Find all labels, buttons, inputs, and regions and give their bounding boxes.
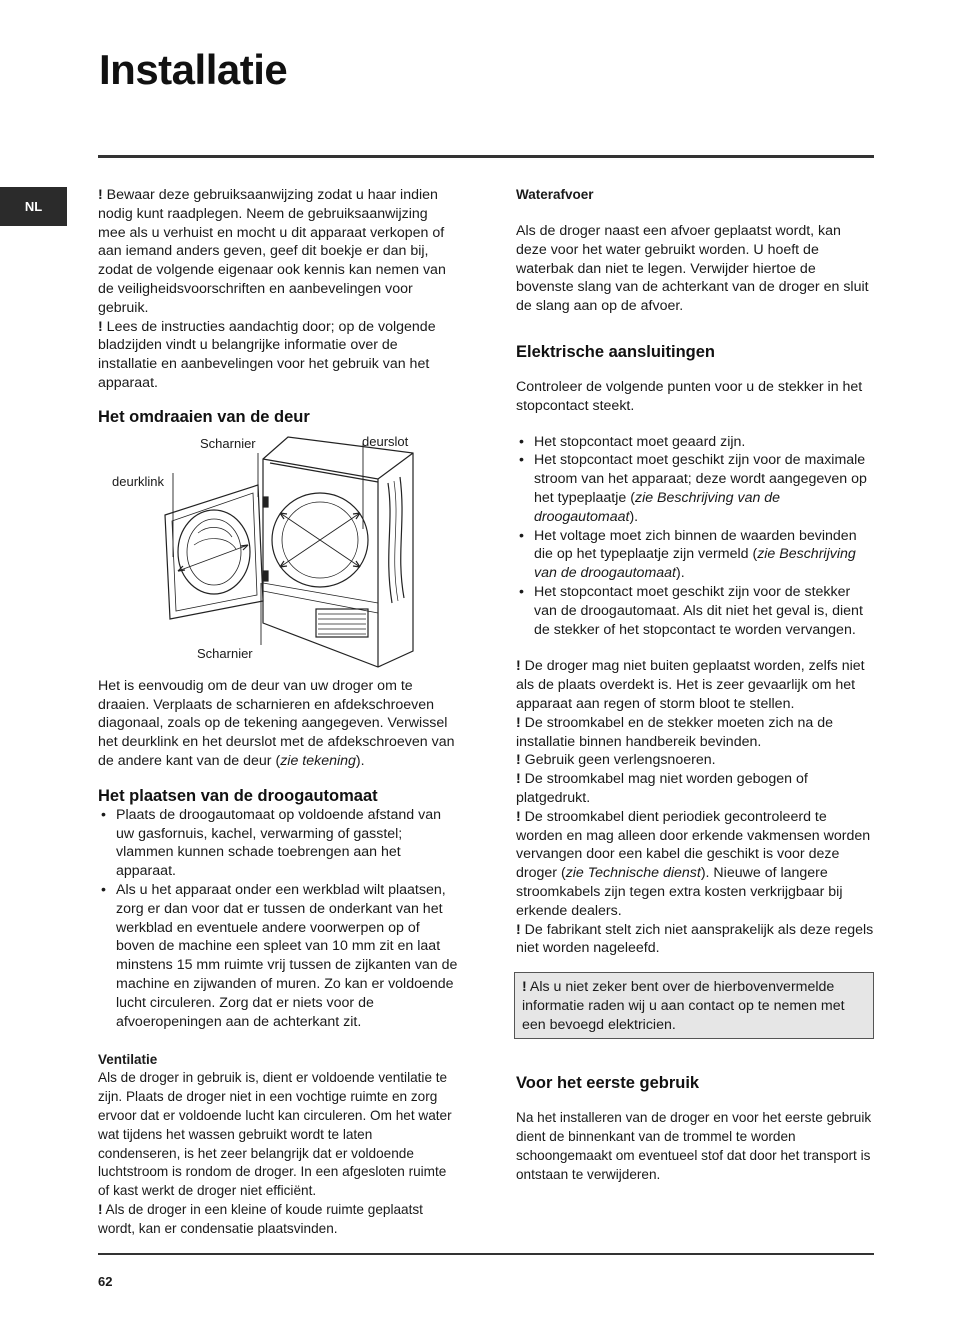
drain-heading: Waterafvoer	[516, 187, 594, 202]
door-paragraph: Het is eenvoudig om de deur van uw droger om te draaien. Verplaats de scharnieren en afdekschroeven diagonaal, zoals op de tekening aangegeven. Verwissel het deurklink en het deurslot met de afdekschroeven van de andere kant van de deur (zie tekening).	[98, 677, 455, 769]
warning-item: ! Gebruik geen verlengsnoeren.	[516, 752, 716, 769]
warning-item: ! De fabrikant stelt zich niet aansprakelijk als deze regels niet worden nageleefd.	[516, 921, 874, 957]
first-use-paragraph: Na het installeren van de droger en voor het eerste gebruik dient de binnenkant van de trommel te worden schoongemaakt om eventueel stof dat door het transport is ontstaan te verwijderen.	[516, 1110, 872, 1182]
ventilation-heading: Ventilatie	[98, 1052, 158, 1068]
drain-paragraph: Als de droger naast een afvoer geplaatst wordt, kan deze voor het water gebruikt worden. U hoeft de waterbak dan niet te legen. Verwijder hiertoe de bovenste slang van de achterkant van de droger en sluit de slang aan op de afvoer.	[516, 223, 869, 315]
top-divider	[98, 155, 874, 158]
list-item: • Het stopcontact moet geschikt zijn voor de stekker van de droogautomaat. Als dit niet het geval is, dient de stekker of het stopcontact te worden vervangen.	[516, 583, 874, 639]
label-door-lock: deurslot	[362, 433, 409, 449]
electrical-warnings	[516, 657, 874, 958]
dryer-door-illustration	[98, 433, 428, 673]
electrical-list	[516, 433, 874, 640]
door-heading: Het omdraaien van de deur	[98, 407, 310, 426]
ventilation-warning: ! Als de droger in een kleine of koude ruimte geplaatst wordt, kan er condensatie plaatsvinden.	[98, 1201, 423, 1236]
warning-item: ! De stroomkabel mag niet worden gebogen of platgedrukt.	[516, 771, 808, 806]
list-item: • Het stopcontact moet geschikt zijn voor de maximale stroom van het apparaat; deze wordt aangegeven op het typeplaatje (zie Beschrijving van de droogautomaat).	[516, 451, 874, 526]
bottom-divider	[98, 1253, 874, 1255]
intro-paragraph-1: ! Bewaar deze gebruiksaanwijzing zodat u haar indien nodig kunt raadplegen. Neem de gebruiksaanwijzing mee als u verhuist en mocht u dit apparaat verkopen of aan iemand anders geven, geef dit boekje er dan bij, zodat de volgende eigenaar ook kennis kan nemen van de veiligheidsvoorschriften en aanbevelingen voor gebruik.	[98, 187, 446, 316]
label-hinge-top: Scharnier	[200, 435, 256, 451]
list-item: • Plaats de droogautomaat op voldoende afstand van uw gasfornuis, kachel, verwarming of gasstel; vlammen kunnen schade toebrengen aan het apparaat.	[98, 806, 458, 881]
label-hinge-bottom: Scharnier	[197, 645, 253, 661]
first-use-heading: Voor het eerste gebruik	[516, 1074, 700, 1093]
intro-paragraph-2: ! Lees de instructies aandachtig door; op de volgende bladzijden vindt u belangrijke informatie over de installatie en aanbevelingen voor het gebruik van het apparaat.	[98, 318, 436, 391]
electrical-intro: Controleer de volgende punten voor u de stekker in het stopcontact steekt.	[516, 378, 863, 414]
list-item: • Als u het apparaat onder een werkblad wilt plaatsen, zorg er dan voor dat er tussen de onderkant van het werkblad en eventuele andere voorwerpen op of boven de machine een spleet van 10 mm zit en laat minstens 15 mm ruimte vrij tussen de zijkanten van de machine en zijwanden of muren. Zo kan er voldoende lucht circuleren. Zorg dat er niets voor de afvoeropeningen aan de achterkant zit.	[98, 881, 458, 1031]
page-title: Installatie	[99, 46, 288, 93]
door-reversal-figure	[98, 433, 428, 673]
list-item: • Het voltage moet zich binnen de waarden bevinden die op het typeplaatje zijn vermeld (zie Beschrijving van de droogautomaat).	[516, 527, 874, 583]
label-door-handle: deurklink	[112, 473, 165, 489]
left-column	[98, 186, 458, 1238]
placing-heading: Het plaatsen van de droogautomaat	[98, 786, 378, 805]
electrical-heading: Elektrische aansluitingen	[516, 342, 715, 361]
warning-item: ! De droger mag niet buiten geplaatst worden, zelfs niet als de plaats overdekt is. Het is zeer gevaarlijk om het apparaat aan regen of storm bloot te stellen.	[516, 658, 865, 712]
right-column	[516, 186, 874, 1185]
electrician-notice-box: ! Als u niet zeker bent over de hierbovenvermelde informatie raden wij u aan contact op te nemen met een bevoegd elektricien.	[514, 972, 874, 1039]
language-tab: NL	[0, 187, 67, 226]
warning-item: ! De stroomkabel dient periodiek gecontroleerd te worden en mag alleen door erkende vakmensen worden vervangen door een kabel die geschikt is voor deze droger (zie Technische dienst). Nieuwe of langere stroomkabels zijn tegen extra kosten verkrijgbaar bij erkende dealers.	[516, 808, 871, 919]
warning-item: ! De stroomkabel en de stekker moeten zich na de installatie binnen handbereik bevinden.	[516, 714, 834, 750]
page-number: 62	[98, 1274, 113, 1289]
list-item: • Het stopcontact moet geaard zijn.	[516, 433, 874, 452]
ventilation-paragraph: Als de droger in gebruik is, dient er voldoende ventilatie te zijn. Plaats de droger niet in een vochtige ruimte en zorg ervoor dat er voldoende lucht kan circuleren. Om het water wat tijdens het wassen gebruikt wordt te laten condenseren, is het zeer belangrijk dat er voldoende luchtstroom is rondom de droger. In een afgesloten ruimte of kast werkt de droger niet efficiënt.	[98, 1070, 452, 1199]
placing-list	[98, 806, 458, 1032]
